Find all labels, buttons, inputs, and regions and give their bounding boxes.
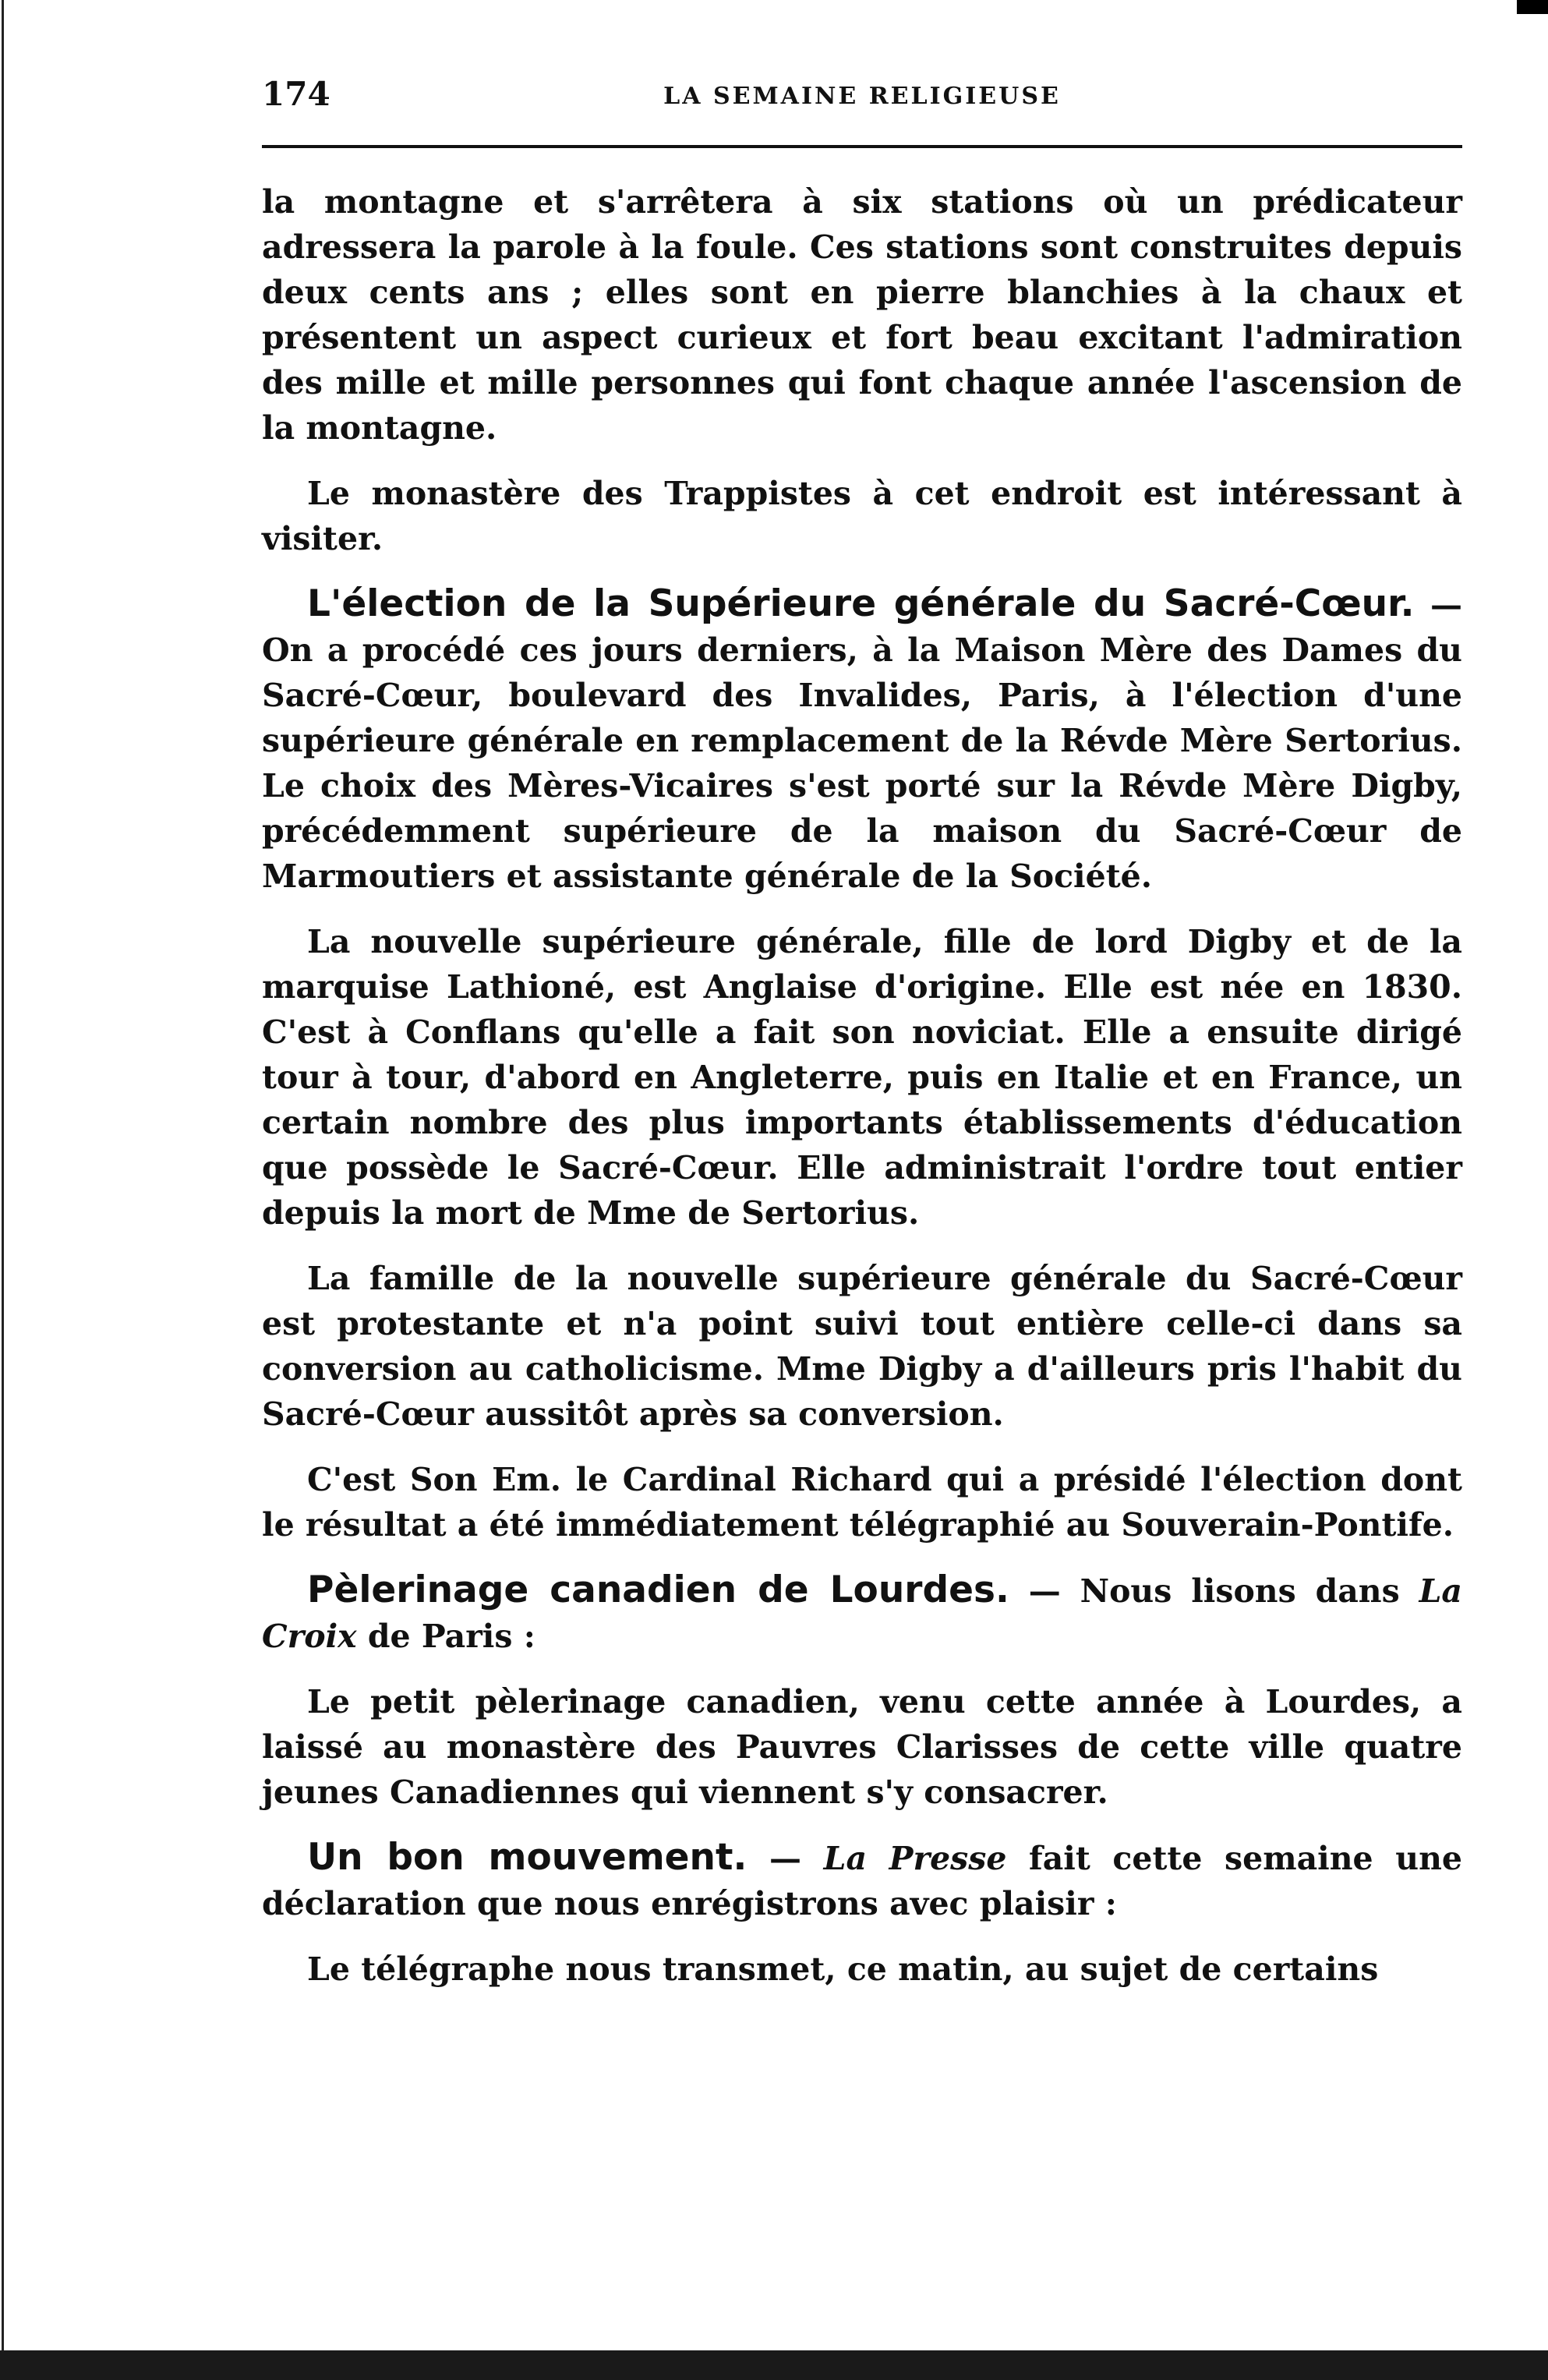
running-title: LA SEMAINE RELIGIEUSE: [663, 83, 1061, 110]
scan-edge-mark: [1517, 0, 1548, 14]
section-heading: L'élection de la Supérieure générale du Sacré-Cœur.: [307, 582, 1415, 625]
page-header: [262, 75, 1462, 122]
paragraph-text: — On a procédé ces jours derniers, à la Maison Mère des Dames du Sacré-Cœur, boulevard des Invalides, Paris, à l'élection d'une supérieure générale en remplacement de la Révde Mère Sertorius. Le choix des Mères-Vicaires s'est porté sur la Révde Mère Digby, précédemment supérieure de la maison du Sacré-Cœur de Marmoutiers et assistante générale de la Société.: [262, 586, 1462, 895]
paragraph: [262, 1835, 1462, 1926]
publication-title: La Croix: [262, 1572, 1462, 1655]
publication-title: La Presse: [823, 1840, 1007, 1877]
paragraph-text: —: [747, 1840, 824, 1877]
scan-bottom-edge: [0, 2350, 1548, 2380]
header-rule: [262, 145, 1462, 148]
paragraph: Le petit pèlerinage canadien, venu cette année à Lourdes, a laissé au monastère des Pauvres Clarisses de cette ville quatre jeunes Canadiennes qui viennent s'y consacrer.: [262, 1683, 1462, 1811]
paragraph-text: de Paris :: [356, 1618, 535, 1655]
page-number: 174: [262, 75, 330, 113]
paragraph: La nouvelle supérieure générale, fille de lord Digby et de la marquise Lathioné, est Anglaise d'origine. Elle est née en 1830. C'est à Conflans qu'elle a fait son noviciat. Elle a ensuite dirigé tour à tour, d'abord en Angleterre, puis en Italie et en France, un certain nombre des plus importants établissements d'éducation que possède le Sacré-Cœur. Elle administrait l'ordre tout entier depuis la mort de Mme de Sertorius.: [262, 923, 1462, 1232]
paragraph-text: fait cette semaine une déclaration que nous enrégistrons avec plaisir :: [262, 1840, 1462, 1922]
paragraph-text: — Nous lisons dans: [1009, 1572, 1419, 1610]
paragraph: Le monastère des Trappistes à cet endroit est intéressant à visiter.: [262, 475, 1462, 557]
paragraph: C'est Son Em. le Cardinal Richard qui a présidé l'élection dont le résultat a été immédiatement télégraphié au Souverain-Pontife.: [262, 1461, 1462, 1544]
section-heading: Un bon mouvement.: [307, 1836, 747, 1879]
paragraph: [262, 1568, 1462, 1659]
paragraph: la montagne et s'arrêtera à six stations où un prédicateur adressera la parole à la foule. Ces stations sont construites depuis deux cents ans ; elles sont en pierre blanchies à la chaux et présentent un aspect curieux et fort beau excitant l'admiration des mille et mille personnes qui font chaque année l'ascension de la montagne.: [262, 183, 1462, 447]
paragraph: [262, 582, 1462, 899]
paragraph: La famille de la nouvelle supérieure générale du Sacré-Cœur est protestante et n'a point suivi tout entière celle-ci dans sa conversion au catholicisme. Mme Digby a d'ailleurs pris l'habit du Sacré-Cœur aussitôt après sa conversion.: [262, 1260, 1462, 1433]
section-heading: Pèlerinage canadien de Lourdes.: [307, 1568, 1009, 1611]
article-body: [262, 179, 1462, 2012]
scan-left-edge: [2, 0, 4, 2350]
paragraph: Le télégraphe nous transmet, ce matin, au sujet de certains: [307, 1950, 1379, 1988]
